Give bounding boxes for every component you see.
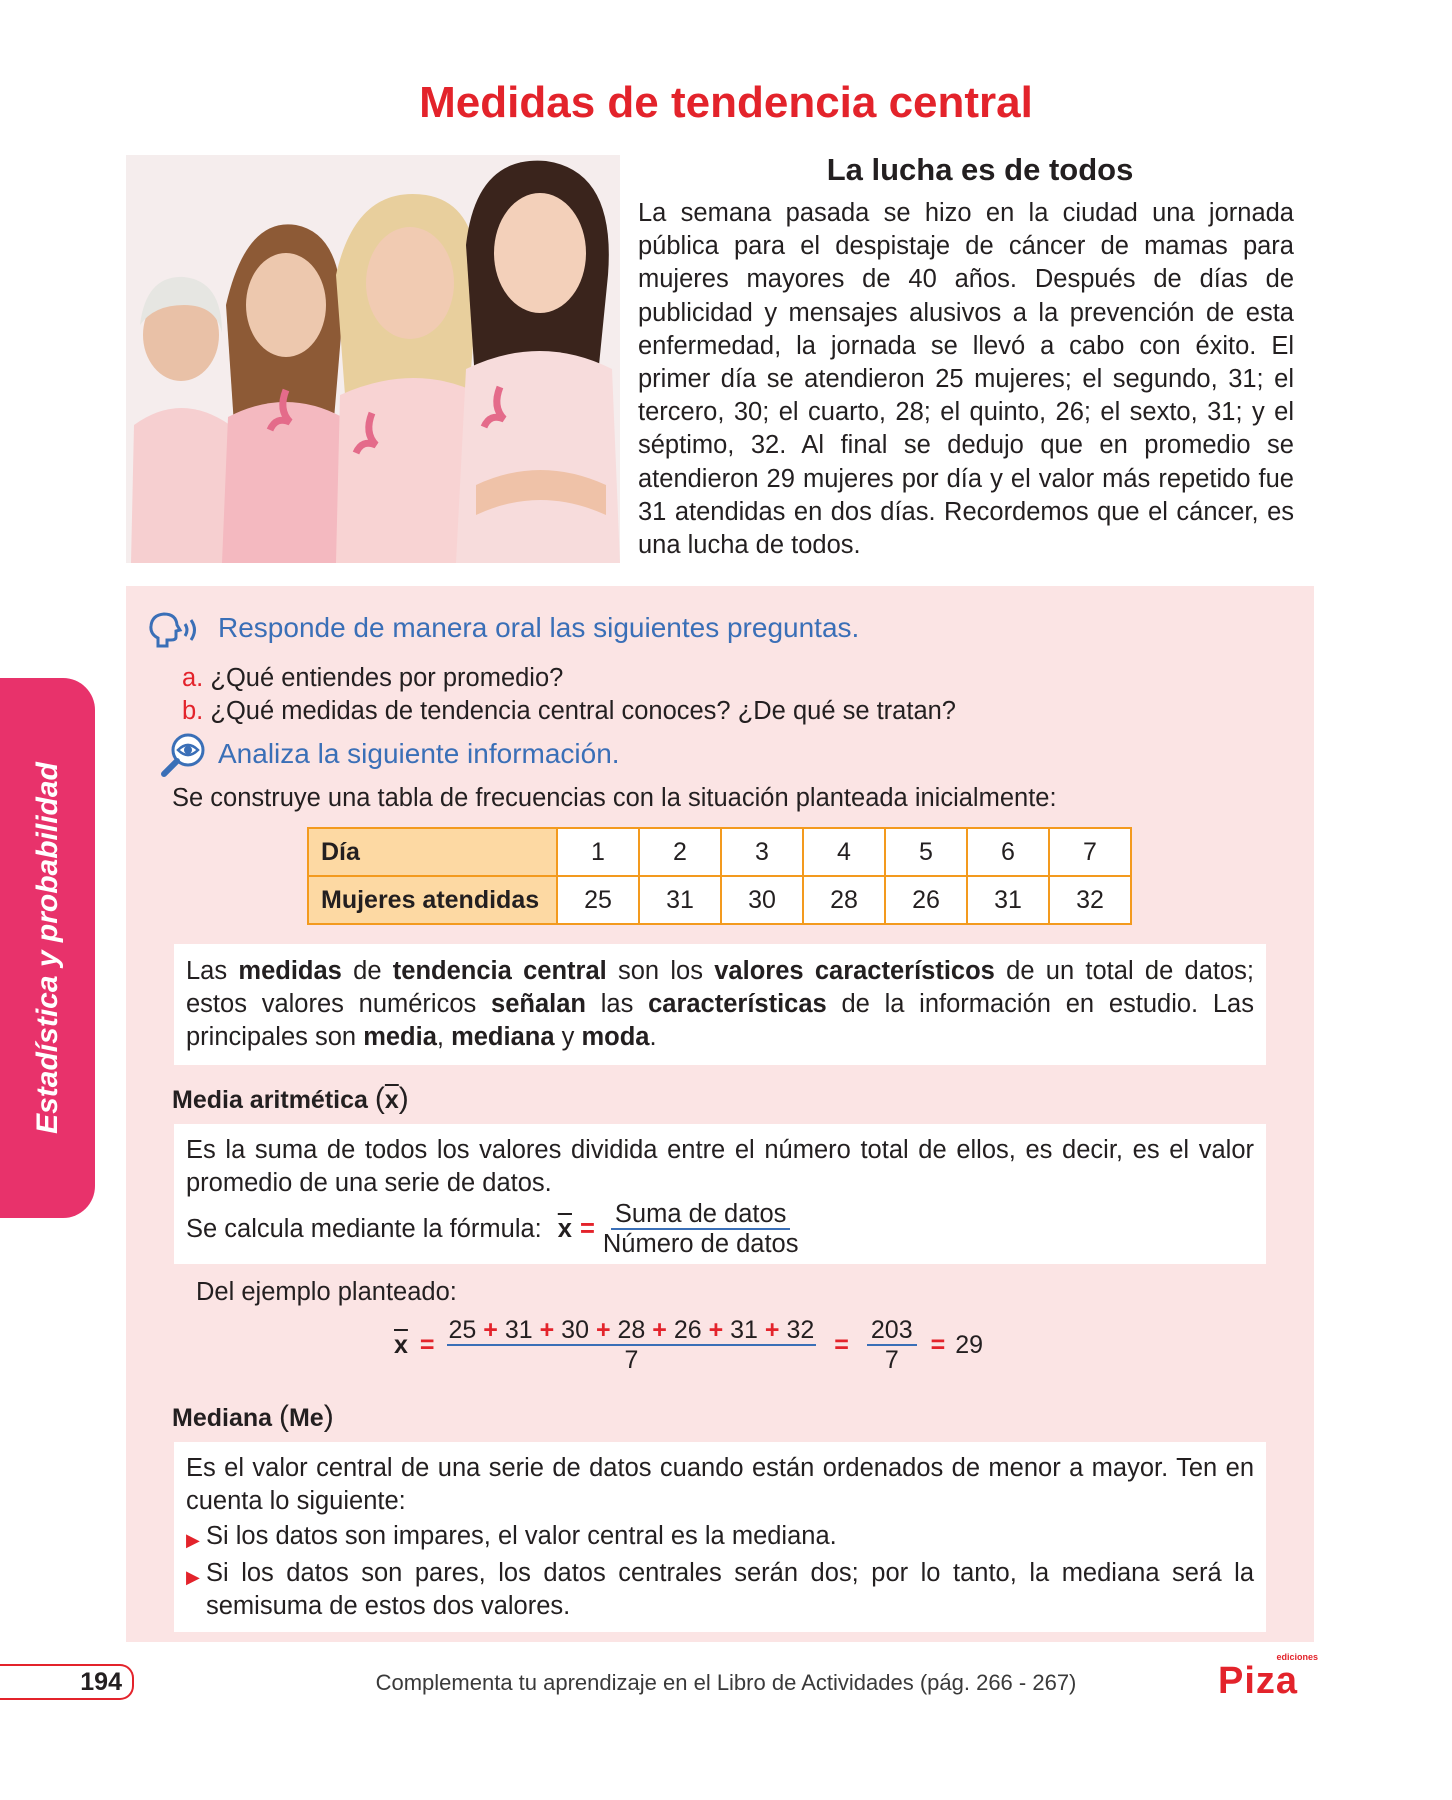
plus-sign: + — [483, 1316, 498, 1344]
example-term: 32 — [786, 1316, 815, 1344]
example-fraction — [447, 1316, 817, 1374]
frequency-table — [307, 827, 1132, 925]
mediana-heading-text: Mediana — [172, 1404, 273, 1432]
question-a — [182, 664, 563, 693]
bullet-triangle-icon: ▶ — [186, 1567, 200, 1587]
story-title: La lucha es de todos — [826, 152, 1134, 187]
table-cell: 7 — [1049, 828, 1131, 876]
speak-icon — [148, 612, 210, 655]
plus-sign: + — [539, 1316, 555, 1344]
definition-term: tendencia central — [392, 957, 607, 985]
example-result: 29 — [955, 1330, 984, 1359]
bullet-triangle-icon: ▶ — [186, 1530, 200, 1550]
woman-4 — [456, 161, 620, 563]
example-computation — [394, 1316, 983, 1374]
question-a-text: ¿Qué entiendes por promedio? — [210, 664, 564, 692]
formula-xbar: $\overline{x}$ — [557, 1214, 572, 1243]
media-heading-text: Media aritmética — [172, 1086, 368, 1114]
table-row-days — [308, 828, 1131, 876]
media-formula-line — [186, 1200, 1254, 1258]
question-b-text: ¿Qué medidas de tendencia central conoces? ¿De qué se tratan? — [210, 697, 956, 725]
mediana-box — [174, 1442, 1266, 1632]
table-cell: 31 — [639, 876, 721, 924]
table-header-day: Día — [308, 828, 557, 876]
mediana-bullet-1 — [186, 1520, 1254, 1557]
logo-small-text: ediciones — [1276, 1652, 1318, 1662]
example-label: Del ejemplo planteado: — [196, 1278, 457, 1306]
table-cell: 6 — [967, 828, 1049, 876]
mediana-symbol: Me — [288, 1404, 324, 1432]
example-term: 31 — [504, 1316, 533, 1344]
table-cell: 25 — [557, 876, 639, 924]
question-b-letter: b. — [182, 697, 204, 725]
definition-term: características — [648, 990, 827, 1018]
definition-text: y — [554, 1023, 582, 1051]
table-cell: 31 — [967, 876, 1049, 924]
media-heading: Media aritmética $(\overline{x})$ — [172, 1082, 409, 1115]
table-cell: 32 — [1049, 876, 1131, 924]
definition-text: Las — [186, 957, 239, 985]
footer-note: Complementa tu aprendizaje en el Libro de Actividades (pág. 266 - 267) — [375, 1670, 1077, 1695]
definition-term: medidas — [238, 957, 342, 985]
example-numerator — [447, 1316, 817, 1346]
table-cell: 1 — [557, 828, 639, 876]
example-term: 31 — [730, 1316, 758, 1344]
photo-women-pink-ribbons — [126, 155, 620, 563]
definition-term: mediana — [451, 1023, 555, 1051]
definition-box — [174, 944, 1266, 1065]
table-header-women: Mujeres atendidas — [308, 876, 557, 924]
plus-sign: + — [764, 1316, 780, 1344]
mediana-bullet-text: Si los datos son impares, el valor central es la mediana. — [206, 1522, 837, 1550]
analyze-intro: Se construye una tabla de frecuencias con la situación planteada inicialmente: — [172, 784, 1057, 812]
plus-sign: + — [652, 1316, 667, 1344]
magnifier-eye-icon — [160, 732, 210, 783]
question-a-letter: a. — [182, 664, 204, 692]
definition-term: moda — [581, 1023, 650, 1051]
formula-label: Se calcula mediante la fórmula: — [186, 1214, 542, 1243]
formula-fraction — [599, 1200, 803, 1258]
example-fraction-2 — [867, 1316, 917, 1374]
example-denominator: 7 — [624, 1346, 639, 1374]
media-box — [174, 1124, 1266, 1264]
example-equals: = — [419, 1330, 435, 1359]
example-sum: 203 — [867, 1316, 917, 1346]
story-text: La semana pasada se hizo en la ciudad una jornada pública para el despistaje de cáncer de mamas para mujeres mayores de 40 años. Después de días de publicidad y mensajes alusivos a la prevención de esta enfermedad, la jornada se llevó a cabo con éxito. El primer día se atendieron 25 mujeres; el segundo, 31; el tercero, 30; el cuarto, 28; el quinto, 26; el sexto, 31; y el séptimo, 32. Al final se dedujo que en promedio se atendieron 29 mujeres por día y el valor más repetido fue 31 atendidas en dos días. Recordemos que el cáncer, es una lucha de todos. — [638, 199, 1294, 560]
table-row-women — [308, 876, 1131, 924]
publisher-logo — [1218, 1652, 1318, 1700]
formula-numerator: Suma de datos — [611, 1200, 791, 1230]
example-term: 30 — [561, 1316, 589, 1344]
definition-term: media — [363, 1023, 437, 1051]
side-tab-label: Estadística y probabilidad — [30, 762, 64, 1134]
table-cell: 5 — [885, 828, 967, 876]
table-cell: 2 — [639, 828, 721, 876]
definition-text: las — [585, 990, 649, 1018]
page-title: Medidas de tendencia central — [419, 78, 1033, 127]
definition-term: señalan — [491, 990, 586, 1018]
mediana-definition: Es el valor central de una serie de datos cuando están ordenados de menor a mayor. Ten en cuenta lo siguiente: — [186, 1454, 1254, 1515]
example-equals-3: = — [930, 1330, 946, 1359]
table-cell: 28 — [803, 876, 885, 924]
example-term: 28 — [617, 1316, 646, 1344]
woman-1 — [131, 277, 236, 563]
example-denominator-2: 7 — [884, 1346, 899, 1374]
mediana-bullet-text: Si los datos son pares, los datos centrales serán dos; por lo tanto, la mediana será la semisuma de estos dos valores. — [206, 1559, 1254, 1620]
side-tab-label-wrap — [0, 678, 95, 1218]
media-definition: Es la suma de todos los valores dividida entre el número total de ellos, es decir, es el valor promedio de una serie de datos. — [186, 1136, 1254, 1197]
table-cell: 26 — [885, 876, 967, 924]
table-cell: 3 — [721, 828, 803, 876]
example-term: 26 — [673, 1316, 702, 1344]
definition-text: , — [436, 1023, 452, 1051]
example-term: 25 — [448, 1316, 477, 1344]
example-equals-2: = — [834, 1330, 849, 1359]
definition-text: . — [649, 1023, 657, 1051]
logo-text: Piza — [1218, 1660, 1299, 1702]
mediana-heading: Mediana (Me) — [172, 1400, 334, 1433]
definition-text: de la información en estudio. Las principales son — [186, 990, 1254, 1051]
media-symbol: $\overline{x}$ — [384, 1086, 399, 1114]
question-b — [182, 697, 956, 726]
table-cell: 4 — [803, 828, 885, 876]
definition-text: de — [341, 957, 393, 985]
mediana-bullet-2 — [186, 1557, 1254, 1623]
woman-2 — [222, 224, 348, 563]
analyze-instruction: Analiza la siguiente información. — [218, 738, 620, 769]
page-number: 194 — [0, 1664, 134, 1700]
table-cell: 30 — [721, 876, 803, 924]
definition-text: de un total de datos; estos valores numéricos — [186, 957, 1254, 1018]
plus-sign: + — [708, 1316, 724, 1344]
definition-term: valores característicos — [714, 957, 995, 985]
definition-text: son los — [606, 957, 715, 985]
oral-instruction: Responde de manera oral las siguientes preguntas. — [218, 612, 860, 643]
plus-sign: + — [595, 1316, 611, 1344]
formula-denominator: Número de datos — [602, 1230, 799, 1258]
women-illustration — [126, 155, 620, 563]
example-xbar: $\overline{x}$ — [394, 1330, 408, 1359]
formula-equals: = — [579, 1214, 595, 1243]
